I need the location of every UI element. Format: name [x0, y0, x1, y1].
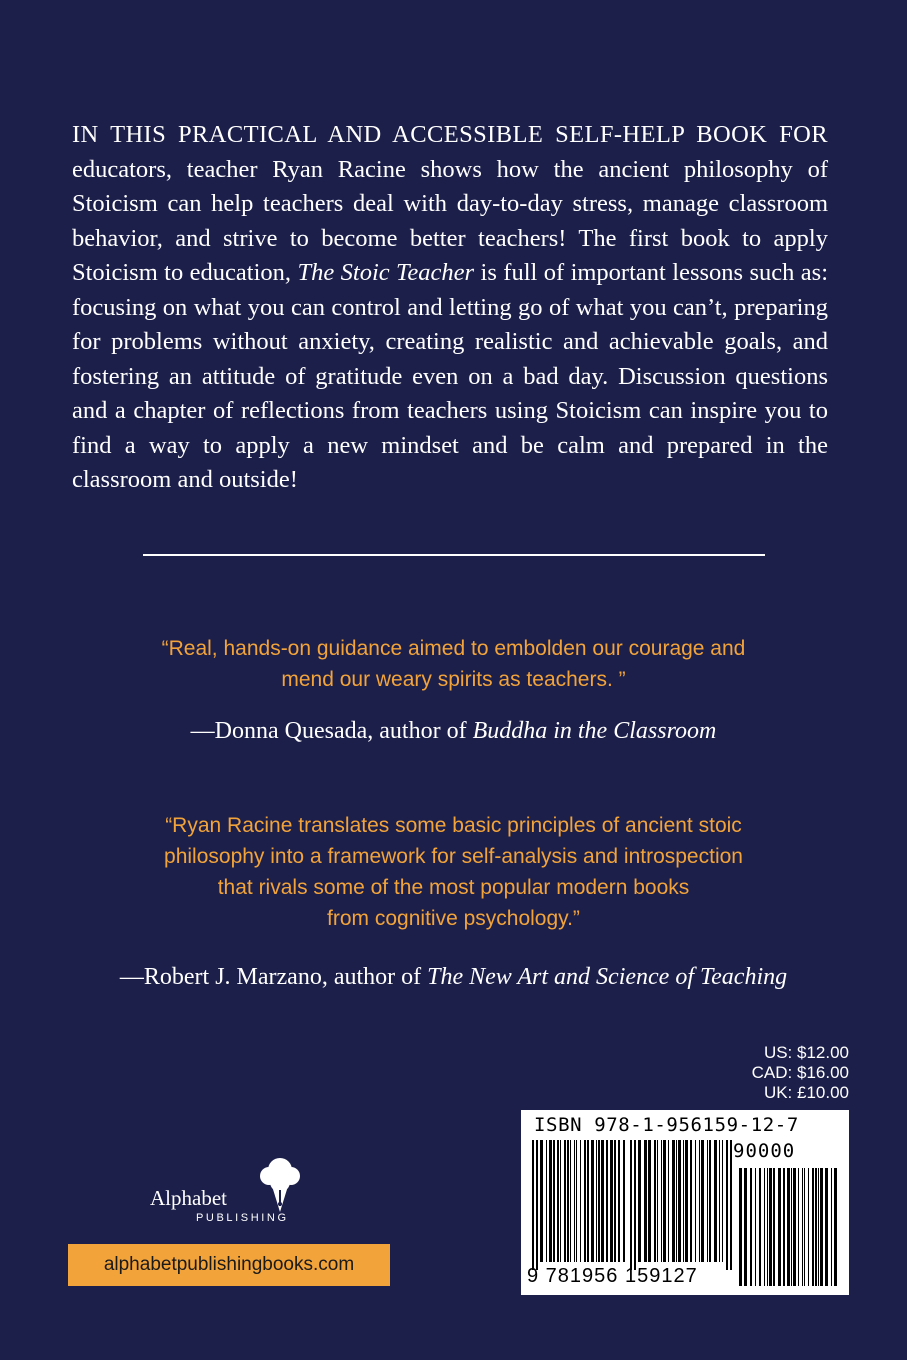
tree-pen-icon: [258, 1156, 302, 1214]
price-uk: UK: £10.00: [763, 1083, 849, 1102]
quote-2-work: The New Art and Science of Teaching: [427, 964, 788, 990]
quote-1: [60, 633, 847, 695]
description-part-1: educators, teacher Ryan Racine shows how the ancient philosophy of Stoicism can help teachers deal with day-to-day stress, manage classroom behavior, and strive to become better teachers! The first book to apply Stoicism to education,: [72, 155, 828, 286]
price-us: US: $12.00: [763, 1043, 849, 1062]
quote-2-attribution: [40, 962, 867, 992]
quote-1-line-2: mend our weary spirits as teachers. ”: [281, 668, 626, 691]
quote-1-line-1: “Real, hands-on guidance aimed to embolden our courage and: [161, 637, 746, 660]
quote-1-attribution: [40, 716, 867, 746]
barcode: [521, 1110, 849, 1295]
isbn-number: ISBN 978-1-956159-12-7: [534, 1114, 799, 1136]
publisher-logo: [150, 1156, 310, 1226]
quote-2-line-3: that rivals some of the most popular modern books: [217, 876, 690, 899]
book-description: [72, 118, 828, 498]
publisher-name: Alphabet: [150, 1186, 227, 1210]
description-lead: IN THIS PRACTICAL AND ACCESSIBLE SELF-HELP BOOK FOR: [72, 121, 828, 148]
divider-line: [143, 554, 765, 556]
description-part-2: is full of important lessons such as: focusing on what you can control and letting go of what you can’t, preparing for problems without anxiety, creating realistic and achievable goals, and fostering an attitude of gratitude even on a bad day. Discussion questions and a chapter of reflections from teachers using Stoicism can inspire you to find a way to apply a new mindset and be calm and prepared in the classroom and outside!: [72, 259, 829, 493]
barcode-addon: 90000: [733, 1140, 796, 1162]
quote-2-line-2: philosophy into a framework for self-analysis and introspection: [164, 845, 743, 868]
publisher-subtitle: PUBLISHING: [196, 1212, 289, 1224]
quote-2-line-4: from cognitive psychology.”: [327, 907, 580, 930]
price-cad: CAD: $16.00: [751, 1063, 849, 1082]
quote-1-author: —Donna Quesada, author of: [190, 718, 467, 744]
publisher-website[interactable]: alphabetpublishingbooks.com: [68, 1244, 390, 1286]
quote-1-work: Buddha in the Classroom: [472, 718, 717, 744]
ean-number: 9 781956 159127: [527, 1265, 698, 1287]
price-list: [752, 1043, 849, 1103]
quote-2-author: —Robert J. Marzano, author of: [119, 964, 422, 990]
quote-2-line-1: “Ryan Racine translates some basic principles of ancient stoic: [165, 814, 742, 837]
book-title: The Stoic Teacher: [297, 259, 475, 286]
quote-2: [60, 810, 847, 934]
